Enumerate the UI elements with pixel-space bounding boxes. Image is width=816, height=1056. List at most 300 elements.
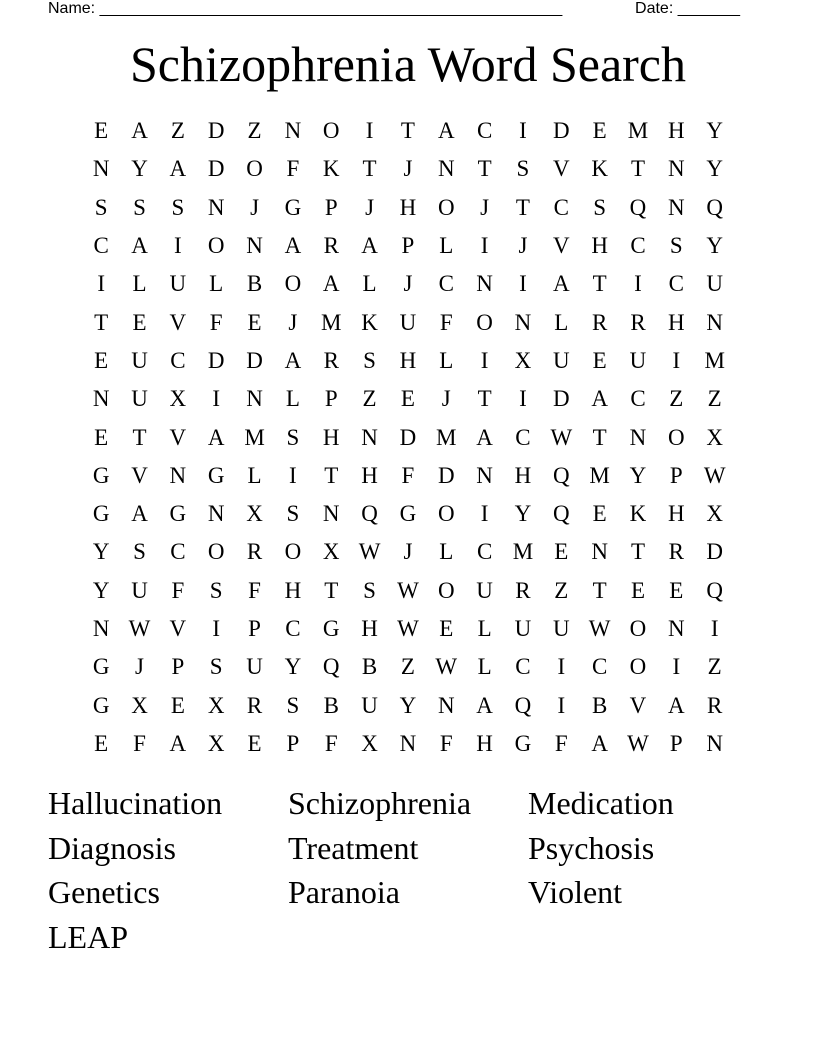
grid-letter[interactable]: D	[399, 424, 417, 450]
grid-letter[interactable]: F	[133, 730, 146, 756]
grid-letter[interactable]: K	[322, 156, 340, 182]
grid-letter[interactable]: Z	[400, 654, 415, 680]
grid-letter[interactable]: F	[401, 462, 415, 488]
grid-letter[interactable]: W	[435, 654, 458, 680]
grid-letter[interactable]: C	[476, 539, 493, 565]
grid-letter[interactable]: C	[438, 271, 454, 297]
grid-letter[interactable]: C	[476, 118, 493, 144]
grid-letter[interactable]: V	[169, 309, 187, 335]
grid-letter[interactable]: G	[92, 692, 110, 718]
grid-letter[interactable]: Q	[322, 654, 340, 680]
grid-letter[interactable]: O	[629, 654, 647, 680]
grid-letter[interactable]: L	[439, 539, 454, 565]
grid-letter[interactable]: X	[207, 692, 225, 718]
grid-letter[interactable]: V	[131, 462, 148, 488]
grid-letter[interactable]: O	[437, 577, 455, 603]
grid-letter[interactable]: Y	[131, 156, 148, 182]
grid-letter[interactable]: N	[322, 501, 340, 527]
grid-letter[interactable]: N	[207, 501, 225, 527]
grid-letter[interactable]: I	[519, 271, 527, 297]
grid-letter[interactable]: S	[133, 194, 146, 220]
grid-letter[interactable]: E	[592, 501, 607, 527]
grid-letter[interactable]: G	[92, 501, 110, 527]
grid-letter[interactable]: I	[557, 654, 566, 680]
grid-letter[interactable]: R	[323, 347, 339, 373]
grid-letter[interactable]: S	[363, 577, 376, 603]
grid-letter[interactable]: Y	[514, 501, 532, 527]
grid-letter[interactable]: N	[668, 616, 685, 641]
grid-letter[interactable]: Q	[552, 501, 570, 527]
word-list-item: Paranoia	[288, 874, 400, 911]
grid-letter[interactable]: S	[516, 156, 530, 182]
grid-letter[interactable]: I	[557, 692, 566, 718]
grid-letter[interactable]: X	[706, 424, 723, 450]
grid-letter[interactable]: F	[439, 730, 453, 756]
grid-letter[interactable]: X	[706, 501, 723, 527]
grid-row	[82, 457, 734, 495]
grid-letter[interactable]: G	[92, 462, 110, 488]
grid-letter[interactable]: H	[668, 309, 685, 335]
grid-letter[interactable]: Y	[706, 233, 723, 259]
grid-letter[interactable]: R	[323, 233, 339, 259]
grid-letter[interactable]: L	[132, 271, 147, 297]
grid-letter[interactable]: F	[209, 309, 223, 335]
grid-letter[interactable]: J	[403, 539, 413, 565]
grid-letter[interactable]: M	[627, 118, 649, 144]
grid-letter[interactable]: F	[554, 730, 568, 756]
grid-letter[interactable]: I	[97, 271, 105, 297]
grid-letter[interactable]: X	[207, 730, 225, 756]
grid-letter[interactable]: O	[476, 309, 493, 335]
grid-letter[interactable]: W	[128, 616, 151, 641]
grid-letter[interactable]: H	[668, 118, 685, 144]
grid-letter[interactable]: P	[248, 616, 261, 641]
grid-letter[interactable]: O	[629, 616, 647, 641]
grid-letter[interactable]: Z	[247, 118, 262, 144]
grid-letter[interactable]: T	[515, 194, 530, 220]
grid-letter[interactable]: E	[439, 616, 454, 641]
grid-letter[interactable]: S	[593, 194, 607, 220]
grid-letter[interactable]: N	[629, 424, 647, 450]
grid-letter[interactable]: C	[93, 233, 109, 259]
grid-letter[interactable]: A	[322, 271, 340, 297]
grid-letter[interactable]: J	[480, 194, 490, 220]
grid-letter[interactable]: E	[554, 539, 569, 565]
grid-letter[interactable]: Y	[629, 462, 647, 488]
grid-letter[interactable]: Y	[284, 654, 302, 680]
grid-letter[interactable]: D	[207, 156, 225, 182]
grid-letter[interactable]: F	[286, 156, 300, 182]
grid-letter[interactable]: Q	[629, 194, 647, 220]
grid-letter[interactable]: A	[476, 692, 493, 718]
grid-letter[interactable]: I	[672, 347, 681, 373]
grid-letter[interactable]: F	[439, 309, 453, 335]
grid-letter[interactable]: N	[92, 156, 110, 182]
grid-letter[interactable]: K	[629, 501, 647, 527]
grid-letter[interactable]: G	[207, 462, 225, 488]
grid-letter[interactable]: T	[477, 386, 492, 412]
grid-letter[interactable]: V	[169, 616, 187, 641]
word-list-item: Medication	[528, 785, 674, 821]
grid-letter[interactable]: C	[553, 194, 569, 220]
grid-letter[interactable]: T	[477, 156, 492, 182]
grid-letter[interactable]: I	[519, 118, 527, 144]
grid-letter[interactable]: R	[515, 577, 531, 603]
grid-letter[interactable]: N	[437, 156, 455, 182]
grid-letter[interactable]: Y	[92, 577, 110, 603]
grid-letter[interactable]: U	[131, 386, 148, 412]
grid-letter[interactable]: S	[363, 347, 376, 373]
grid-letter[interactable]: O	[437, 501, 455, 527]
word-list-item: Hallucination	[48, 785, 223, 821]
grid-letter[interactable]: T	[592, 271, 607, 297]
grid-letter[interactable]: F	[248, 577, 261, 603]
grid-letter[interactable]: L	[247, 462, 262, 488]
grid-letter[interactable]: W	[627, 730, 649, 756]
grid-letter[interactable]: G	[169, 501, 187, 527]
word-list-item: Violent	[528, 874, 623, 911]
grid-letter[interactable]: N	[514, 309, 532, 335]
date-field[interactable]: Date: _______	[635, 0, 740, 17]
grid-letter[interactable]: N	[92, 386, 110, 412]
grid-letter[interactable]: N	[437, 692, 455, 718]
grid-letter[interactable]: X	[514, 347, 532, 373]
grid-letter[interactable]: U	[399, 309, 417, 335]
grid-letter[interactable]: I	[365, 118, 374, 144]
grid-letter[interactable]: B	[246, 271, 263, 297]
grid-letter[interactable]: G	[92, 654, 110, 680]
grid-letter[interactable]: A	[591, 730, 608, 756]
grid-letter[interactable]: Y	[706, 118, 723, 144]
grid-letter[interactable]: R	[707, 692, 723, 718]
grid-letter[interactable]: Z	[554, 577, 569, 603]
grid-letter[interactable]: T	[630, 156, 646, 182]
grid-letter[interactable]: E	[400, 386, 415, 412]
grid-letter[interactable]: E	[94, 118, 109, 144]
grid-letter[interactable]: P	[669, 462, 683, 488]
grid-letter[interactable]: S	[171, 194, 185, 220]
grid-letter[interactable]: N	[92, 616, 110, 641]
grid-letter[interactable]: H	[514, 462, 532, 488]
grid-letter[interactable]: T	[132, 424, 147, 450]
grid-letter[interactable]: E	[170, 692, 185, 718]
grid-letter[interactable]: L	[477, 616, 492, 641]
grid-letter[interactable]: L	[439, 233, 454, 259]
grid-letter[interactable]: B	[323, 692, 339, 718]
grid-letter[interactable]: N	[706, 309, 723, 335]
grid-letter[interactable]: W	[397, 616, 419, 641]
grid-letter[interactable]: X	[322, 539, 340, 565]
grid-letter[interactable]: G	[284, 194, 302, 220]
grid-letter[interactable]: P	[286, 730, 300, 756]
grid-letter[interactable]: P	[324, 386, 338, 412]
grid-letter[interactable]: H	[476, 730, 493, 756]
grid-letter[interactable]: H	[399, 347, 417, 373]
grid-letter[interactable]: N	[476, 462, 493, 488]
grid-letter[interactable]: R	[246, 692, 263, 718]
grid-letter[interactable]: E	[247, 309, 262, 335]
grid-letter[interactable]: L	[554, 309, 569, 335]
grid-letter[interactable]: W	[550, 424, 573, 450]
grid-letter[interactable]: K	[361, 309, 378, 335]
grid-letter[interactable]: P	[669, 730, 683, 756]
grid-letter[interactable]: U	[514, 616, 532, 641]
grid-letter[interactable]: V	[169, 424, 187, 450]
grid-letter[interactable]: I	[710, 616, 719, 641]
grid-letter[interactable]: I	[480, 501, 489, 527]
grid-letter[interactable]: C	[591, 654, 608, 680]
grid-letter[interactable]: A	[668, 692, 685, 718]
grid-letter[interactable]: O	[284, 539, 302, 565]
grid-letter[interactable]: X	[131, 692, 148, 718]
grid-letter[interactable]: R	[630, 309, 646, 335]
grid-letter[interactable]: V	[552, 233, 570, 259]
grid-letter[interactable]: I	[212, 386, 221, 412]
grid-letter[interactable]: W	[358, 539, 381, 565]
grid-letter[interactable]: R	[668, 539, 684, 565]
grid-letter[interactable]: K	[591, 156, 608, 182]
grid-letter[interactable]: S	[133, 539, 146, 565]
grid-letter[interactable]: I	[212, 616, 221, 641]
grid-letter[interactable]: J	[403, 271, 413, 297]
grid-letter[interactable]: T	[362, 156, 377, 182]
grid-letter[interactable]: D	[246, 347, 263, 373]
grid-letter[interactable]: C	[170, 539, 186, 565]
grid-letter[interactable]: T	[400, 118, 415, 144]
grid-letter[interactable]: V	[629, 692, 647, 718]
grid-letter[interactable]: U	[629, 347, 647, 373]
grid-letter[interactable]: C	[515, 424, 531, 450]
grid-letter[interactable]: S	[286, 424, 300, 450]
grid-row	[82, 380, 734, 418]
grid-letter[interactable]: Q	[361, 501, 378, 527]
grid-letter[interactable]: S	[94, 194, 108, 220]
grid-letter[interactable]: M	[244, 424, 265, 450]
grid-letter[interactable]: O	[668, 424, 685, 450]
grid-letter[interactable]: G	[514, 730, 532, 756]
grid-letter[interactable]: O	[322, 118, 340, 144]
grid-letter[interactable]: T	[630, 539, 646, 565]
grid-letter[interactable]: O	[207, 539, 225, 565]
grid-letter[interactable]: S	[286, 692, 300, 718]
grid-letter[interactable]: E	[592, 118, 607, 144]
grid-letter[interactable]: H	[322, 424, 340, 450]
grid-letter[interactable]: J	[288, 309, 298, 335]
grid-letter[interactable]: T	[324, 462, 339, 488]
grid-letter[interactable]: L	[209, 271, 224, 297]
grid-letter[interactable]: D	[552, 386, 570, 412]
grid-letter[interactable]: O	[246, 156, 263, 182]
grid-letter[interactable]: X	[361, 730, 378, 756]
grid-letter[interactable]: N	[246, 386, 263, 412]
grid-letter[interactable]: O	[437, 194, 455, 220]
grid-letter[interactable]: A	[284, 347, 302, 373]
grid-letter[interactable]: H	[284, 577, 302, 603]
grid-letter[interactable]: T	[592, 424, 607, 450]
grid-letter[interactable]: S	[669, 233, 683, 259]
grid-letter[interactable]: W	[703, 462, 726, 488]
grid-letter[interactable]: M	[321, 309, 342, 335]
grid-letter[interactable]: Q	[706, 194, 723, 220]
grid-letter[interactable]: Z	[707, 386, 722, 412]
grid-letter[interactable]: J	[441, 386, 451, 412]
grid-letter[interactable]: A	[591, 386, 608, 412]
grid-letter[interactable]: A	[207, 424, 225, 450]
grid-letter[interactable]: L	[362, 271, 377, 297]
grid-letter[interactable]: S	[209, 577, 223, 603]
grid-letter[interactable]: C	[630, 233, 646, 259]
grid-letter[interactable]: D	[437, 462, 455, 488]
grid-letter[interactable]: C	[170, 347, 186, 373]
grid-letter[interactable]: I	[672, 654, 681, 680]
grid-letter[interactable]: Q	[706, 577, 723, 603]
grid-letter[interactable]: X	[246, 501, 263, 527]
grid-letter[interactable]: E	[247, 730, 262, 756]
grid-letter[interactable]: O	[284, 271, 302, 297]
grid-letter[interactable]: Z	[707, 654, 722, 680]
grid-letter[interactable]: N	[399, 730, 417, 756]
grid-letter[interactable]: N	[668, 156, 685, 182]
grid-letter[interactable]: B	[361, 654, 378, 680]
grid-letter[interactable]: T	[94, 309, 109, 335]
grid-letter[interactable]: J	[518, 233, 528, 259]
grid-letter[interactable]: J	[250, 194, 260, 220]
grid-letter[interactable]: P	[401, 233, 415, 259]
grid-letter[interactable]: F	[171, 577, 185, 603]
grid-letter[interactable]: E	[94, 424, 109, 450]
grid-letter[interactable]: A	[169, 730, 187, 756]
grid-letter[interactable]: Y	[706, 156, 723, 182]
grid-letter[interactable]: U	[552, 347, 570, 373]
grid-letter[interactable]: Y	[399, 692, 417, 718]
grid-letter[interactable]: D	[207, 118, 225, 144]
grid-row	[82, 572, 734, 610]
grid-letter[interactable]: H	[591, 233, 608, 259]
grid-letter[interactable]: C	[668, 271, 684, 297]
grid-letter[interactable]: D	[552, 118, 570, 144]
grid-letter[interactable]: I	[480, 347, 489, 373]
grid-letter[interactable]: N	[284, 118, 302, 144]
grid-letter[interactable]: S	[209, 654, 223, 680]
grid-letter[interactable]: N	[591, 539, 608, 565]
grid-letter[interactable]: Q	[552, 462, 570, 488]
grid-letter[interactable]: I	[480, 233, 489, 259]
grid-letter[interactable]: N	[706, 730, 723, 756]
grid-letter[interactable]: A	[437, 118, 455, 144]
grid-letter[interactable]: E	[132, 309, 147, 335]
grid-letter[interactable]: D	[207, 347, 225, 373]
grid-letter[interactable]: D	[706, 539, 723, 565]
grid-letter[interactable]: I	[634, 271, 642, 297]
grid-letter[interactable]: A	[552, 271, 570, 297]
grid-letter[interactable]: X	[169, 386, 187, 412]
grid-letter[interactable]: C	[285, 616, 301, 641]
grid-letter[interactable]: R	[246, 539, 263, 565]
grid-letter[interactable]: U	[706, 271, 723, 297]
grid-letter[interactable]: Y	[92, 539, 110, 565]
grid-letter[interactable]: R	[591, 309, 608, 335]
grid-letter[interactable]: A	[169, 156, 187, 182]
grid-letter[interactable]: E	[630, 577, 646, 603]
grid-letter[interactable]: G	[399, 501, 417, 527]
grid-letter[interactable]: A	[361, 233, 378, 259]
grid-letter[interactable]: E	[592, 347, 607, 373]
grid-letter[interactable]: A	[131, 118, 148, 144]
grid-letter[interactable]: T	[324, 577, 339, 603]
grid-letter[interactable]: N	[246, 233, 263, 259]
grid-letter[interactable]: I	[289, 462, 297, 488]
grid-letter[interactable]: U	[361, 692, 378, 718]
grid-letter[interactable]: M	[704, 347, 725, 373]
grid-letter[interactable]: N	[668, 194, 685, 220]
grid-letter[interactable]: H	[399, 194, 417, 220]
grid-letter[interactable]: H	[668, 501, 685, 527]
grid-letter[interactable]: P	[324, 194, 338, 220]
grid-letter[interactable]: Z	[362, 386, 377, 412]
grid-letter[interactable]: M	[512, 539, 534, 565]
name-field[interactable]: Name: ____________________________________________________	[48, 0, 563, 17]
grid-letter[interactable]: W	[397, 577, 419, 603]
grid-letter[interactable]: M	[436, 424, 457, 450]
grid-letter[interactable]: U	[131, 577, 148, 603]
grid-letter[interactable]: H	[361, 616, 378, 641]
grid-letter[interactable]: N	[476, 271, 493, 297]
grid-letter[interactable]: A	[284, 233, 302, 259]
grid-letter[interactable]: N	[207, 194, 225, 220]
grid-letter[interactable]: B	[591, 692, 608, 718]
grid-letter[interactable]: O	[207, 233, 225, 259]
grid-letter[interactable]: H	[361, 462, 378, 488]
grid-letter[interactable]: J	[403, 156, 413, 182]
grid-letter[interactable]: P	[171, 654, 185, 680]
grid-letter[interactable]: A	[131, 233, 148, 259]
grid-letter[interactable]: Z	[170, 118, 185, 144]
grid-letter[interactable]: U	[131, 347, 148, 373]
grid-letter[interactable]: U	[246, 654, 263, 680]
grid-letter[interactable]: L	[285, 386, 300, 412]
grid-letter[interactable]: Z	[669, 386, 684, 412]
grid-letter[interactable]: Q	[514, 692, 532, 718]
page-title: Schizophrenia Word Search	[130, 36, 686, 92]
grid-letter[interactable]: S	[286, 501, 300, 527]
grid-letter[interactable]: W	[588, 616, 611, 641]
grid-letter[interactable]: V	[552, 156, 570, 182]
grid-letter[interactable]: G	[322, 616, 340, 641]
grid-letter[interactable]: E	[94, 730, 109, 756]
grid-letter[interactable]: C	[515, 654, 531, 680]
grid-letter[interactable]: E	[94, 347, 109, 373]
grid-letter[interactable]: F	[324, 730, 338, 756]
grid-letter[interactable]: U	[169, 271, 187, 297]
grid-letter[interactable]: A	[476, 424, 493, 450]
grid-letter[interactable]: J	[365, 194, 375, 220]
grid-letter[interactable]: L	[439, 347, 454, 373]
grid-letter[interactable]: U	[552, 616, 570, 641]
grid-letter[interactable]: L	[477, 654, 492, 680]
grid-letter[interactable]: E	[669, 577, 684, 603]
grid-letter[interactable]: N	[361, 424, 378, 450]
grid-letter[interactable]: U	[476, 577, 493, 603]
grid-letter[interactable]: I	[174, 233, 182, 259]
grid-letter[interactable]: I	[519, 386, 527, 412]
grid-row	[82, 303, 734, 341]
grid-letter[interactable]: J	[135, 654, 144, 680]
grid-letter[interactable]: N	[169, 462, 187, 488]
grid-letter[interactable]: C	[630, 386, 646, 412]
grid-letter[interactable]: T	[592, 577, 607, 603]
grid-letter[interactable]: A	[131, 501, 148, 527]
grid-letter[interactable]: M	[589, 462, 610, 488]
